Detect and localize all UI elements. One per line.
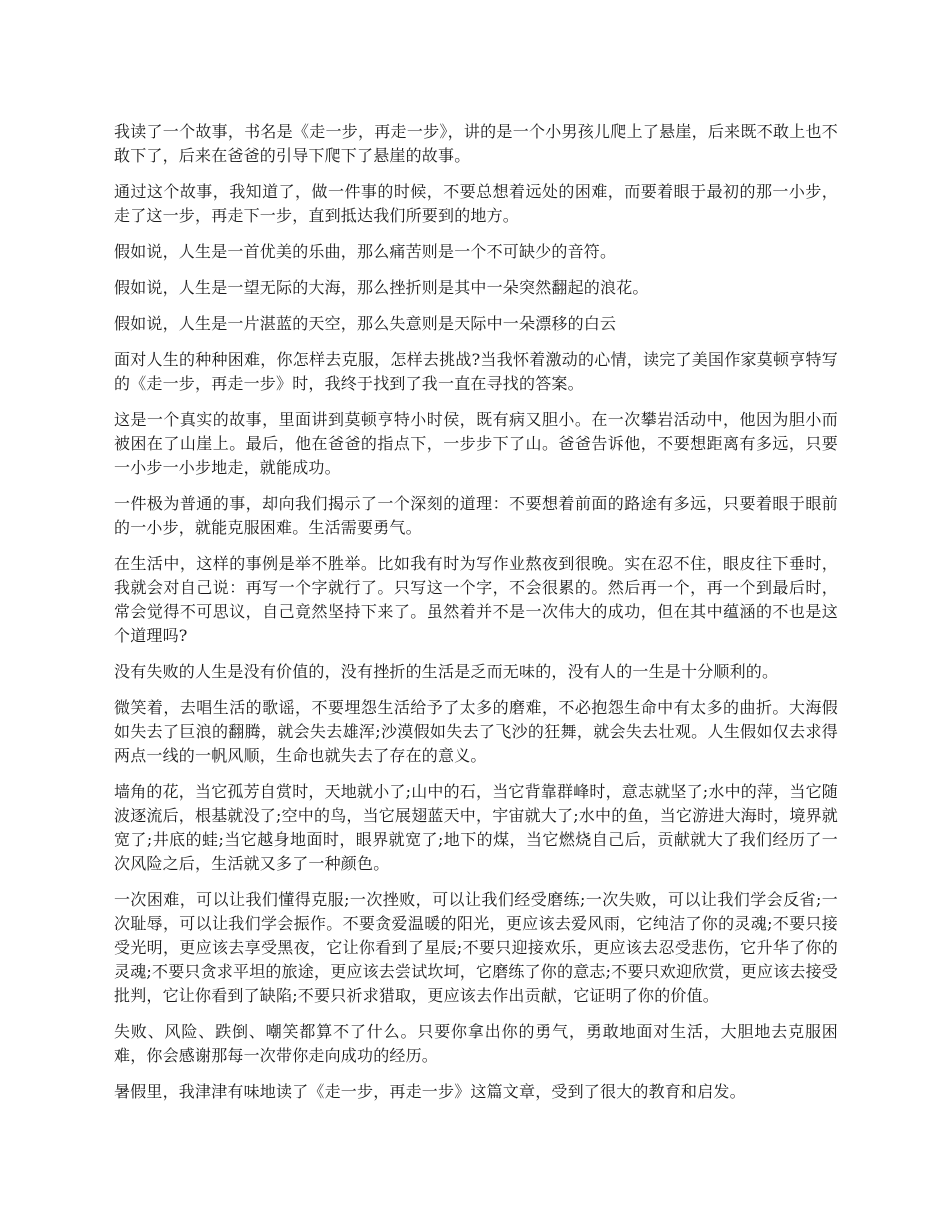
paragraph: 面对人生的种种困难，你怎样去克服，怎样去挑战?当我怀着激动的心情，读完了美国作家莫顿亨特写的《走一步，再走一步》时，我终于找到了我一直在寻找的答案。 xyxy=(114,350,838,393)
document-body xyxy=(114,120,838,1116)
paragraph: 失败、风险、跌倒、嘲笑都算不了什么。只要你拿出你的勇气，勇敢地面对生活，大胆地去克服困难，你会感谢那每一次带你走向成功的经历。 xyxy=(114,1022,838,1065)
paragraph: 假如说，人生是一望无际的大海，那么挫折则是其中一朵突然翻起的浪花。 xyxy=(114,278,649,297)
paragraph: 通过这个故事，我知道了，做一件事的时候，不要总想着远处的困难，而要着眼于最初的那一小步，走了这一步，再走下一步，直到抵达我们所要到的地方。 xyxy=(114,182,838,225)
paragraph: 在生活中，这样的事例是举不胜举。比如我有时为写作业熬夜到很晚。实在忍不住，眼皮往下垂时，我就会对自己说：再写一个字就行了。只写这一个字，不会很累的。然后再一个，再一个到最后时，常会觉得不可思议，自己竟然坚持下来了。虽然着并不是一次伟大的成功，但在其中蕴涵的不也是这个道理吗? xyxy=(114,554,838,645)
paragraph: 一次困难，可以让我们懂得克服;一次挫败，可以让我们经受磨练;一次失败，可以让我们学会反省;一次耻辱，可以让我们学会振作。不要贪爱温暖的阳光，更应该去爱风雨，它纯洁了你的灵魂;不要只接受光明，更应该去享受黑夜，它让你看到了星辰;不要只迎接欢乐，更应该去忍受悲伤，它升华了你的灵魂;不要只贪求平坦的旅途，更应该去尝试坎坷，它磨练了你的意志;不要只欢迎欣赏，更应该去接受批判，它让你看到了缺陷;不要只祈求猎取，更应该去作出贡献，它证明了你的价值。 xyxy=(114,890,838,1005)
paragraph: 这是一个真实的故事，里面讲到莫顿亨特小时侯，既有病又胆小。在一次攀岩活动中，他因为胆小而被困在了山崖上。最后，他在爸爸的指点下，一步步下了山。爸爸告诉他，不要想距离有多远，只要一小步一小步地走，就能成功。 xyxy=(114,410,838,477)
paragraph: 一件极为普通的事，却向我们揭示了一个深刻的道理：不要想着前面的路途有多远，只要着眼于眼前的一小步，就能克服困难。生活需要勇气。 xyxy=(114,494,838,537)
paragraph: 墙角的花，当它孤芳自赏时，天地就小了;山中的石，当它背靠群峰时，意志就坚了;水中的萍，当它随波逐流后，根基就没了;空中的鸟，当它展翅蓝天中，宇宙就大了;水中的鱼，当它游进大海时，境界就宽了;井底的蛙;当它越身地面时，眼界就宽了;地下的煤，当它燃烧自己后，贡献就大了我们经历了一次风险之后，生活就又多了一种颜色。 xyxy=(114,782,838,873)
paragraph: 微笑着，去唱生活的歌谣，不要埋怨生活给予了太多的磨难，不必抱怨生命中有太多的曲折。大海假如失去了巨浪的翻腾，就会失去雄浑;沙漠假如失去了飞沙的狂舞，就会失去壮观。人生假如仅去求得两点一线的一帆风顺，生命也就失去了存在的意义。 xyxy=(114,698,838,765)
paragraph: 暑假里，我津津有味地读了《走一步，再走一步》这篇文章，受到了很大的教育和启发。 xyxy=(114,1082,746,1101)
paragraph: 我读了一个故事，书名是《走一步，再走一步》，讲的是一个小男孩儿爬上了悬崖，后来既不敢上也不敢下了，后来在爸爸的引导下爬下了悬崖的故事。 xyxy=(114,122,838,165)
paragraph: 假如说，人生是一片湛蓝的天空，那么失意则是天际中一朵漂移的白云 xyxy=(114,314,617,333)
paragraph: 假如说，人生是一首优美的乐曲，那么痛苦则是一个不可缺少的音符。 xyxy=(114,242,617,261)
paragraph: 没有失败的人生是没有价值的，没有挫折的生活是乏而无味的，没有人的一生是十分顺利的。 xyxy=(114,662,779,681)
